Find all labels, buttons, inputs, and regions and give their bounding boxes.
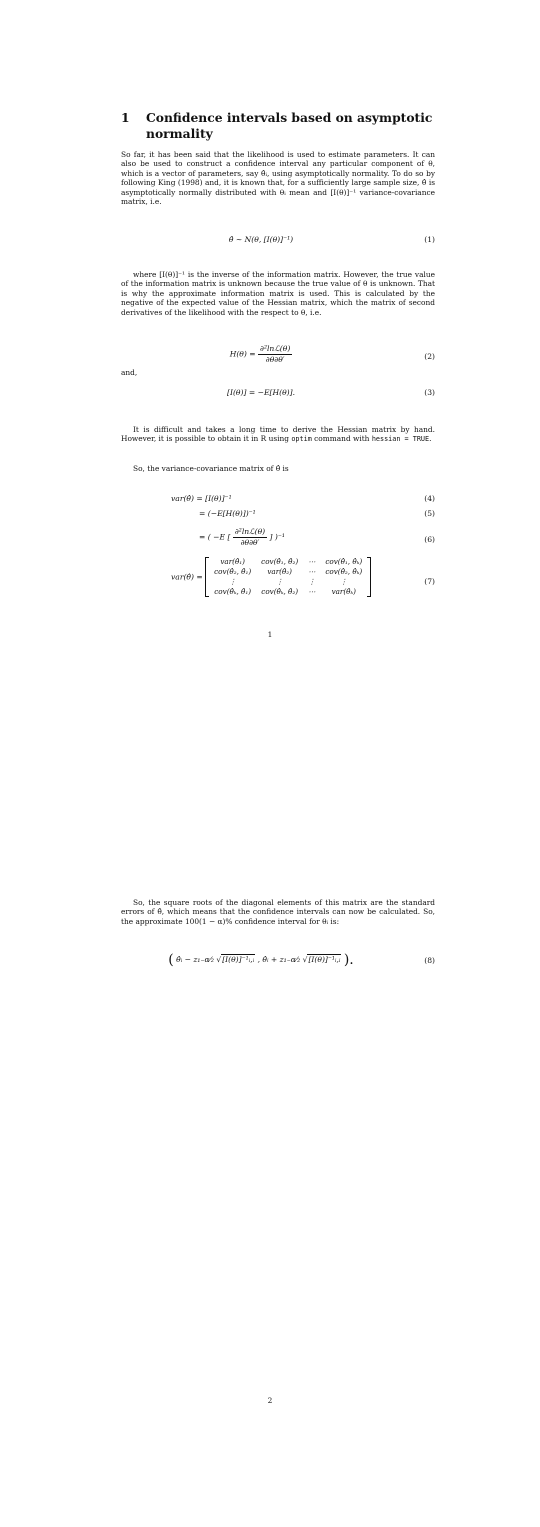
fraction [258, 344, 292, 365]
code-optim: optim [291, 435, 312, 444]
and-label: and, [121, 368, 138, 377]
equation-prefix: = ( −E [ [199, 532, 231, 542]
matrix-row [209, 567, 367, 577]
matrix-cell: cov(θ̂₁, θ̂₂) [261, 557, 299, 566]
equation-suffix: ] )⁻¹ [269, 532, 285, 542]
equation-number: (4) [424, 494, 435, 503]
sqrt-sign: √ [302, 955, 308, 964]
paragraph-standard-errors [121, 898, 435, 926]
paragraph-intro [121, 150, 435, 206]
matrix-cell: ⋮ [340, 577, 348, 586]
matrix-cell: var(θ̂₁) [220, 557, 245, 566]
matrix-cell: var(θ̂₂) [267, 567, 292, 576]
matrix-cell: cov(θ̂₂, θ̂₁) [214, 567, 252, 576]
matrix-cell: cov(θ̂ₖ, θ̂₂) [261, 587, 299, 596]
matrix-row [209, 577, 367, 587]
paragraph-text: So, the variance-covariance matrix of θ̂ is [133, 464, 289, 473]
fraction [233, 527, 267, 548]
sqrt-radicand: [I(θ)]⁻¹ᵢ,ᵢ [222, 955, 255, 964]
and-label-block [121, 368, 435, 377]
sqrt-sign: √ [216, 955, 222, 964]
matrix-cell: ⋯ [308, 557, 316, 566]
paragraph-varcov [121, 464, 435, 473]
fraction-denominator: ∂θ∂θ′ [265, 355, 285, 364]
paren-close: ). [343, 952, 354, 968]
equation-number: (7) [424, 577, 435, 586]
page-number: 1 [267, 630, 273, 639]
paragraph-text-part: It is difficult and takes a long time to derive the Hessian matrix by hand. However, it is possible to obtain it in R using [121, 425, 435, 444]
matrix-cell: cov(θ̂ₖ, θ̂₁) [214, 587, 252, 596]
paragraph-text-part: command with [314, 434, 370, 444]
matrix-cell: cov(θ̂₁, θ̂ₖ) [325, 557, 363, 566]
matrix-cell: ⋯ [308, 567, 316, 576]
equation-body: [I(θ)] = −E[H(θ)]. [227, 388, 295, 397]
paragraph-text-part: . [429, 434, 432, 444]
paragraph-text [121, 425, 435, 445]
matrix-cell: ⋯ [308, 587, 316, 596]
equation-body: var(θ̂) = [I(θ)]⁻¹ [171, 494, 232, 503]
equation-body: = (−E[H(θ)])⁻¹ [199, 509, 256, 518]
matrix-cell: ⋮ [276, 577, 284, 586]
equation-lhs: var(θ̂) = [171, 572, 203, 582]
equation-number: (2) [424, 352, 435, 361]
sqrt-radicand: [I(θ)]⁻¹ᵢ,ᵢ [308, 955, 341, 964]
fraction-numerator: ∂²lnℒ(θ) [260, 344, 291, 353]
covariance-matrix [205, 557, 371, 597]
paragraph-text: So far, it has been said that the likelihood is used to estimate parameters. It can also be used to construct a confidence interval any particular component of θ, which is a vector of parameters, say θ̂ᵢ, using asymptotically normality. To do so by following King (1998) and, it is known that, for a sufficiently large sample size, θ̂ is asymptotically normally distributed with θᵢ mean and [I(θ)]⁻¹ variance-covariance matrix, i.e. [121, 150, 435, 207]
fraction-numerator: ∂²lnℒ(θ) [234, 527, 266, 536]
equation-lhs: H(θ) = [229, 349, 256, 359]
paragraph-hessian [121, 425, 435, 445]
matrix-row [209, 557, 367, 567]
equation-number: (5) [424, 509, 435, 518]
equation-2 [121, 344, 435, 370]
page-number: 2 [267, 1396, 273, 1405]
paragraph-text: where [I(θ)]⁻¹ is the inverse of the information matrix. However, the true value of the information matrix is unknown because the true value of θ is unknown. That is why the approximate information matrix is used. This is calculated by the negative of the expected value of the Hessian matrix, which the matrix of second derivatives of the likelihood with the respect to θ, i.e. [121, 270, 435, 317]
matrix-row [209, 587, 367, 597]
matrix-cell: ⋮ [308, 577, 316, 586]
equation-8 [121, 952, 435, 972]
matrix-cell: cov(θ̂₂, θ̂ₖ) [325, 567, 363, 576]
equation-7 [121, 557, 435, 609]
matrix-cell: ⋮ [229, 577, 237, 586]
fraction-denominator: ∂θ∂θ′ [240, 538, 260, 547]
code-hessian: hessian = TRUE [371, 435, 430, 444]
equation-number: (6) [424, 535, 435, 544]
matrix-cell: var(θ̂ₖ) [331, 587, 356, 596]
section-title: Confidence intervals based on asymptotic normality [146, 110, 433, 141]
page-2 [0, 764, 540, 1527]
paragraph-text: So, the square roots of the diagonal elements of this matrix are the standard errors of θ̂, which means that the confidence intervals can now be calculated. So, the approximate 100(1 − α)% confidence interval for θᵢ is: [121, 898, 435, 926]
equation-number: (3) [424, 388, 435, 397]
equation-part: , θ̂ᵢ + z₁₋α⁄₂ [257, 955, 301, 964]
equation-body: θ̂ ∼ N(θ, [I(θ)]⁻¹) [228, 235, 294, 244]
paragraph-information-matrix [121, 270, 435, 317]
equation-6 [121, 527, 435, 555]
equation-part: θ̂ᵢ − z₁₋α⁄₂ [176, 955, 214, 964]
page-1 [0, 0, 540, 763]
equation-number: (8) [424, 956, 435, 965]
matrix-table [209, 557, 367, 597]
equation-number: (1) [424, 235, 435, 244]
paren-open: ( [168, 952, 174, 968]
section-number: 1 [121, 110, 130, 125]
